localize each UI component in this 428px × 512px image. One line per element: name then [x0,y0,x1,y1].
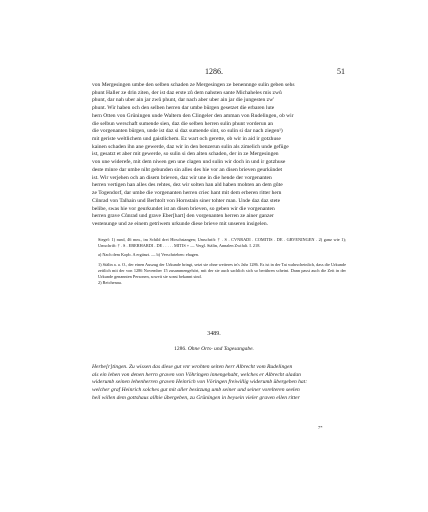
text-line: hern Otten von Grüningen unde Waltern den Clingeler den amman von Rudelingen, ob wir [92,112,294,119]
text-line: belibe, swas hie vor geurkundet ist an disen brieven, so geben wir die vorgenanten [92,205,275,212]
text-line: herren vertigen han alles des rehtes, dez wir solten han ald haben mohten an dem gůte [92,182,283,189]
signature-mark: 7* [318,425,323,430]
document-heading [0,346,428,352]
italic-line: heil willen dem gottshaus allhie übergeben, zu Grüningen in beysein vieler graven ellen ritter [92,394,300,401]
footnotes [98,237,346,286]
text-line: mit geriste weltlichem und gaistlichem. Ez wart och gerette, ob wir in aid ir gotzhuse [92,136,281,143]
footnote-1: 1) Stälin a. a. O., der einen Auszug der Urkunde bringt, setzt sie ohne weiteres in's Jahr 1286. Es ist in der Tat wahrscheinlich, dass die Urkunde zeitlich mit der von 1286 November 15 zusammengehört, mit der sie auch sachlich sich so berühren scheint. Dann passt auch die Zeit in der Urkunde genannten Personen, soweit sie sonst bekannt sind. [98,261,346,280]
text-line: ist. Wir verjehen och an disem brieven, daz wir une in die hende der vorgenanten [92,174,272,181]
italic-line: welcher graf Heinrich solches gut mit aller besitzung umb seiner und seiner vorelteren seelen [92,387,300,394]
text-line: phunt, dar nah uber ain jar zwů phunt, dar nach aber uber ain jar die jungesten zw' [92,97,275,104]
text-line: phunt. Wir haben och den selben herren dar umbe bürgen gesetzet die erbaren lute [92,105,275,112]
text-line: ze Togendorf, dar umbe die vorgenanten herren criec hant mit dem erberen ritter hern [92,190,282,197]
page-number: 51 [337,67,345,76]
text-line: die vorgenanten bürgen, unde ist daz si daz sumende sint, so sulin si dar nach ziegen¹) [92,128,283,135]
italic-line: widerumb seinen lehenherren graven Heinrich von Vöringen freiwillig widerumb übergeben hat: [92,379,308,386]
seal-note: Siegel: 1) rund, 46 mm., im Schild drei Hirschstangen; Umschrift: † . S . CVNRADI . COMITIS . DE . GRVENINGEN . 2) ganz wie 1); Umschrift: † . S . EBERHARDI . DE . . . . . MITIS + — Vergl. Stälin, Annalen Zwifalt. I. 218. [98,237,346,249]
document-number: 3489. [207,331,221,337]
text-line: phunt Haller ze drin ziten, der ist daz erste zů dem nahsten sante Michaheles mis zwů [92,89,282,96]
text-line: kainen schaden ihn ane gewerde, daz wir in den benzerun sulin als zimelich unde gefüge [92,143,289,150]
italic-line: als ein lehen von denen herrn graven von Vöhringen innengehabt, welches er Albrecht aladan [92,371,301,378]
text-line: Cůnrad von Talhain und Berhtolt von Hornstain siner tohter man. Unde daz daz stete [92,197,281,204]
document-year: 1286. [174,346,187,352]
text-line: die selbun werschaft sumende sien, daz die selben herren sulin phunt vorderun an [92,120,273,127]
footnote-2: 2) Reichenau. [98,280,122,286]
text-line: vestenunge und ze einem getriwem urkunde diese brieve mit unseren insigelen. [92,220,269,227]
text-line: deste minre dar umbe niht gebunden sin alles des hie vor an disen brieven geurkündet [92,166,283,173]
charter-text [92,82,346,229]
header-year: 1286. [205,67,223,76]
text-line: von Mergesingen umbe den selben schaden ze Mergesingen ze benennnge sulin geben sehs [92,82,295,88]
text-line: herren grave Cůnrad und grave Eber[hart] den vorgenanten herren ze ainer ganzer [92,213,274,220]
regest-text [92,364,346,403]
text-line: von une widerefe, mit dem niwen gen une clagen und sulin wir doch in und ir gotzhuse [92,159,286,166]
italic-line: Herbe[r]tingen. Zu wissen das diese gut vnr wrohten seiten herr Albrecht vom Rudelingen [92,364,293,370]
running-header [95,67,345,79]
text-line: ist, gesatzt et aber mit gewerde, so sulin si den alten schaden, der in ze Mergesingen [92,151,279,158]
document-title: Ohne Orts- und Tagesangabe. [187,346,254,352]
footnote-a: a) Nach dem Kopb. A ergänzt. — b) Verschrieben: ehagen. [98,252,200,258]
